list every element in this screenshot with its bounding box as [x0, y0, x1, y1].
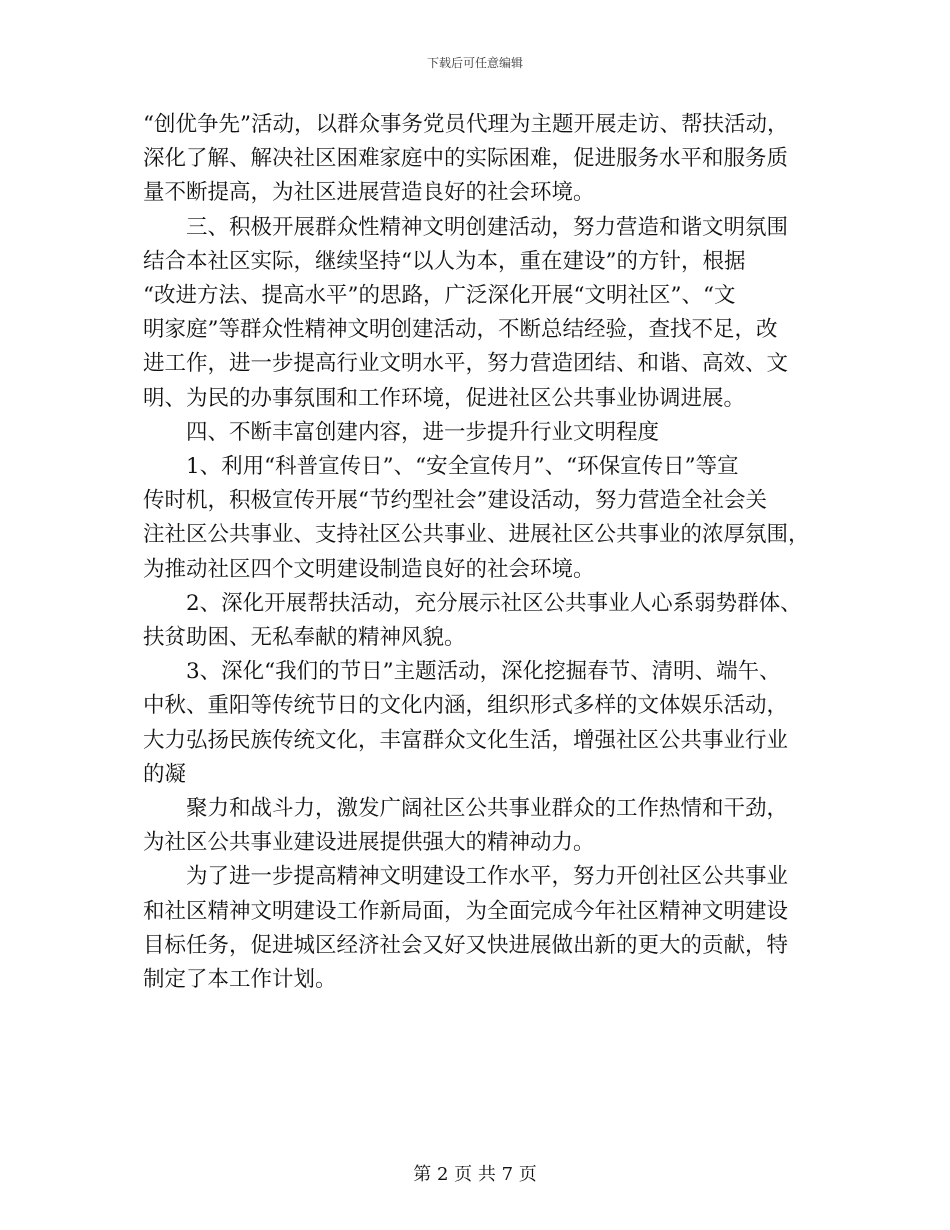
body-line: 和社区精神文明建设工作新局面，为全面完成今年社区精神文明建设: [143, 898, 789, 924]
body-line: 结合本社区实际，继续坚持“以人为本，重在建设”的方针，根据: [143, 248, 746, 274]
body-line: 三、积极开展群众性精神文明创建活动，努力营造和谐文明氛围: [143, 214, 789, 240]
body-line: 3、深化“我们的节日”主题活动，深化挖掘春节、清明、端午、: [143, 659, 781, 685]
body-line: 明、为民的办事氛围和工作环境，促进社区公共事业协调进展。: [143, 385, 746, 411]
body-line: “改进方法、提高水平”的思路，广泛深化开展“文明社区”、“文: [143, 283, 736, 309]
body-line: 为社区公共事业建设进展提供强大的精神动力。: [143, 830, 595, 856]
body-line: 为了进一步提高精神文明建设工作水平，努力开创社区公共事业: [143, 864, 789, 890]
body-line: 量不断提高，为社区进展营造良好的社会环境。: [143, 180, 595, 206]
body-line: 1、利用“科普宣传日”、“安全宣传月”、“环保宣传日”等宣: [143, 454, 739, 480]
body-line: 为推动社区四个文明建设制造良好的社会环境。: [143, 556, 595, 582]
body-line: 2、深化开展帮扶活动，充分展示社区公共事业人心系弱势群体、: [143, 590, 802, 616]
body-line: 聚力和战斗力，激发广阔社区公共事业群众的工作热情和干劲，: [143, 796, 789, 822]
page-number: 第 2 页 共 7 页: [413, 1164, 537, 1185]
body-line: “创优争先”活动，以群众事务党员代理为主题开展走访、帮扶活动，: [143, 112, 789, 137]
body-line: 四、不断丰富创建内容，进一步提升行业文明程度: [143, 419, 660, 445]
body-line: 目标任务，促进城区经济社会又好又快进展做出新的更大的贡献，特: [143, 932, 789, 958]
body-line: 明家庭”等群众性精神文明创建活动，不断总结经验，查找不足，改: [143, 317, 778, 343]
body-line: 传时机，积极宣传开展“节约型社会”建设活动，努力营造全社会关: [143, 488, 767, 514]
body-line: 中秋、重阳等传统节日的文化内涵，组织形式多样的文体娱乐活动，: [143, 693, 789, 719]
body-line: 进工作，进一步提高行业文明水平，努力营造团结、和谐、高效、文: [143, 351, 789, 377]
body-line: 制定了本工作计划。: [143, 967, 337, 993]
body-line: 扶贫助困、无私奉献的精神风貌。: [143, 625, 466, 651]
page-header-note: 下载后可任意编辑: [426, 56, 523, 70]
body-line: 的凝: [143, 761, 187, 787]
body-line: 注社区公共事业、支持社区公共事业、进展社区公共事业的浓厚氛围，: [143, 522, 810, 548]
body-line: 深化了解、解决社区困难家庭中的实际困难，促进服务水平和服务质: [143, 146, 789, 172]
document-body: [143, 108, 813, 997]
body-line: 大力弘扬民族传统文化，丰富群众文化生活，增强社区公共事业行业: [143, 727, 789, 753]
